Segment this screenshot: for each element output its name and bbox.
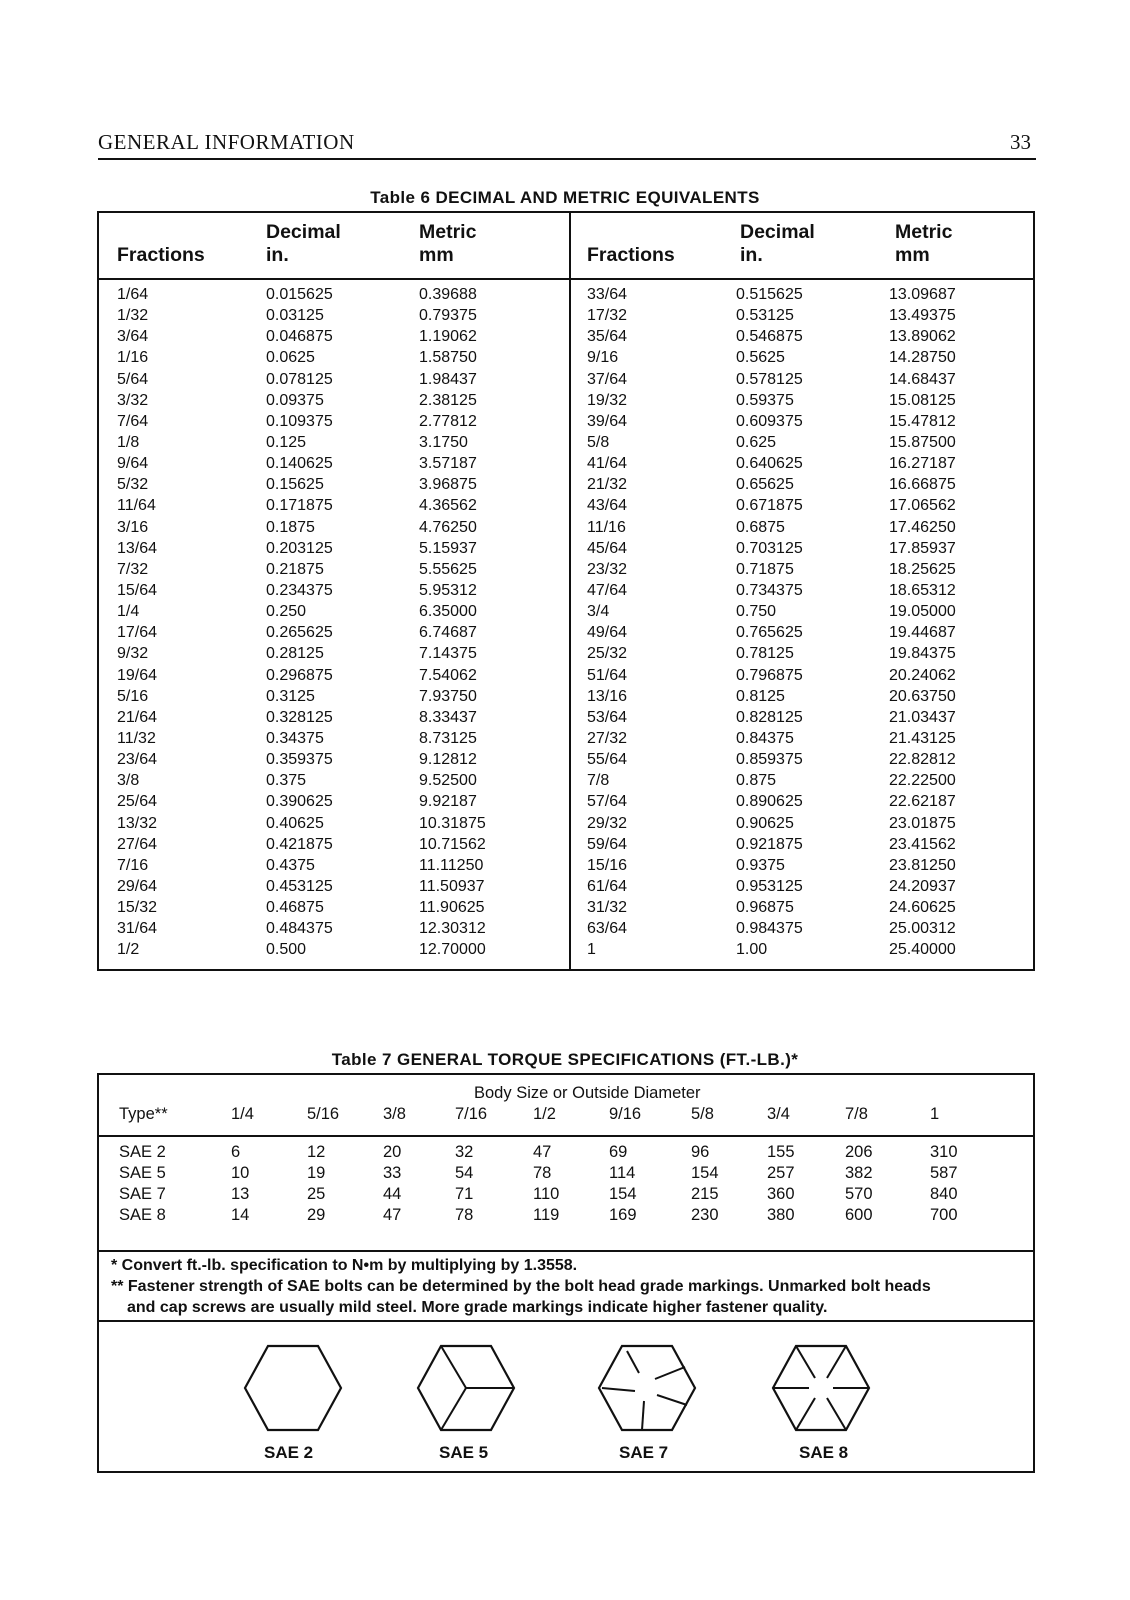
t6-cell-fraction: 59/64 bbox=[587, 835, 628, 853]
t7-torque-value: 78 bbox=[533, 1164, 552, 1182]
t6-cell-fraction: 53/64 bbox=[587, 708, 628, 726]
t6-cell-decimal: 1.00 bbox=[736, 941, 768, 959]
t6-cell-fraction: 1/64 bbox=[117, 286, 149, 303]
t6-cell-fraction: 9/64 bbox=[117, 455, 149, 473]
t7-torque-value: 206 bbox=[845, 1143, 873, 1161]
t6-cell-decimal: 0.109375 bbox=[266, 412, 333, 430]
t6-cell-metric: 9.52500 bbox=[419, 772, 477, 790]
t6-cell-fraction: 35/64 bbox=[587, 328, 628, 346]
t7-torque-value: 587 bbox=[930, 1164, 958, 1182]
t6-cell-fraction: 5/16 bbox=[117, 687, 149, 705]
t7-torque-value: 154 bbox=[609, 1185, 637, 1203]
t6-cell-fraction: 31/32 bbox=[587, 899, 628, 917]
t7-torque-value: 25 bbox=[307, 1185, 326, 1203]
t6-cell-metric: 3.1750 bbox=[419, 433, 468, 451]
grade-label-sae7: SAE 7 bbox=[619, 1443, 669, 1462]
t6-cell-fraction: 5/8 bbox=[587, 433, 610, 451]
t6-cell-decimal: 0.21875 bbox=[266, 560, 324, 578]
t6-cell-metric: 1.98437 bbox=[419, 370, 477, 388]
t6-cell-decimal: 0.53125 bbox=[736, 307, 794, 325]
t6-cell-decimal: 0.265625 bbox=[266, 624, 333, 642]
t6-cell-fraction: 33/64 bbox=[587, 286, 628, 303]
t7-torque-value: 14 bbox=[231, 1206, 250, 1224]
t6-cell-decimal: 0.96875 bbox=[736, 899, 794, 917]
t6-cell-fraction: 5/64 bbox=[117, 370, 149, 388]
t6-cell-decimal: 0.859375 bbox=[736, 751, 803, 769]
t7-size-header: 3/8 bbox=[383, 1105, 406, 1123]
t6-cell-decimal: 0.890625 bbox=[736, 793, 803, 811]
t6-cell-fraction: 25/32 bbox=[587, 645, 628, 663]
t6-cell-decimal: 0.765625 bbox=[736, 624, 803, 642]
t6-cell-decimal: 0.546875 bbox=[736, 328, 803, 346]
t6-cell-metric: 5.55625 bbox=[419, 560, 477, 578]
t7-torque-value: 47 bbox=[533, 1143, 552, 1161]
t6-cell-decimal: 0.359375 bbox=[266, 751, 333, 769]
t7-torque-value: 570 bbox=[845, 1185, 873, 1203]
t6-cell-fraction: 31/64 bbox=[117, 920, 158, 938]
t6-cell-fraction: 11/64 bbox=[117, 497, 156, 515]
t6-cell-metric: 21.03437 bbox=[889, 708, 956, 726]
t7-torque-value: 700 bbox=[930, 1206, 958, 1224]
t6-cell-fraction: 13/16 bbox=[587, 687, 628, 705]
t6-cell-decimal: 0.375 bbox=[266, 772, 307, 790]
t6-cell-decimal: 0.828125 bbox=[736, 708, 803, 726]
t7-row-type: SAE 7 bbox=[119, 1185, 166, 1203]
t6-cell-fraction: 15/32 bbox=[117, 899, 158, 917]
t6-cell-fraction: 13/64 bbox=[117, 539, 158, 557]
t6-cell-fraction: 11/16 bbox=[587, 518, 626, 536]
t6-cell-decimal: 0.078125 bbox=[266, 370, 333, 388]
table7-caption: Table 7 GENERAL TORQUE SPECIFICATIONS (FT.-LB.)* bbox=[331, 1050, 799, 1069]
table6-header-rule bbox=[99, 278, 1033, 280]
t6-cell-decimal: 0.671875 bbox=[736, 497, 803, 515]
t6-cell-decimal: 0.171875 bbox=[266, 497, 333, 515]
t6-cell-metric: 25.40000 bbox=[889, 941, 956, 959]
header-rule bbox=[98, 158, 1036, 160]
t7-torque-value: 382 bbox=[845, 1164, 873, 1182]
t7-size-header: 5/8 bbox=[691, 1105, 714, 1123]
t6-cell-fraction: 29/32 bbox=[587, 814, 628, 832]
t7-row-type: SAE 2 bbox=[119, 1143, 166, 1161]
t6-cell-metric: 21.43125 bbox=[889, 729, 956, 747]
t6-cell-metric: 11.50937 bbox=[419, 877, 485, 895]
t7-torque-value: 20 bbox=[383, 1143, 402, 1161]
t7-torque-value: 69 bbox=[609, 1143, 628, 1161]
t6-cell-fraction: 1/16 bbox=[117, 349, 149, 367]
t6-cell-metric: 10.71562 bbox=[419, 835, 486, 853]
t6-cell-metric: 0.39688 bbox=[419, 286, 477, 303]
t6-cell-decimal: 0.78125 bbox=[736, 645, 794, 663]
t6-cell-fraction: 3/64 bbox=[117, 328, 149, 346]
t6-cell-metric: 12.70000 bbox=[419, 941, 486, 959]
t6-cell-fraction: 57/64 bbox=[587, 793, 628, 811]
t6-cell-fraction: 1/4 bbox=[117, 603, 140, 621]
t6-cell-decimal: 0.703125 bbox=[736, 539, 803, 557]
t6-cell-decimal: 0.90625 bbox=[736, 814, 794, 832]
t6-cell-fraction: 37/64 bbox=[587, 370, 628, 388]
t6-cell-metric: 25.00312 bbox=[889, 920, 956, 938]
t6-cell-metric: 17.06562 bbox=[889, 497, 956, 515]
t6-cell-decimal: 0.0625 bbox=[266, 349, 315, 367]
t7-torque-value: 215 bbox=[691, 1185, 719, 1203]
t7-torque-value: 154 bbox=[691, 1164, 719, 1182]
t6-cell-metric: 4.36562 bbox=[419, 497, 477, 515]
t6-cell-fraction: 9/32 bbox=[117, 645, 149, 663]
t6-cell-decimal: 0.03125 bbox=[266, 307, 324, 325]
t7-row-type: SAE 5 bbox=[119, 1164, 166, 1182]
t7-size-header: 1/4 bbox=[231, 1105, 254, 1123]
t6-cell-decimal: 0.875 bbox=[736, 772, 777, 790]
t6-cell-decimal: 0.4375 bbox=[266, 856, 315, 874]
t6-cell-fraction: 15/16 bbox=[587, 856, 628, 874]
t7-torque-value: 380 bbox=[767, 1206, 795, 1224]
hexagon-plain-icon bbox=[243, 1343, 343, 1433]
t6-cell-decimal: 0.140625 bbox=[266, 455, 333, 473]
t6-cell-fraction: 1 bbox=[587, 941, 596, 959]
t6-cell-fraction: 27/64 bbox=[117, 835, 158, 853]
t6-cell-decimal: 0.125 bbox=[266, 433, 307, 451]
t6-cell-metric: 13.09687 bbox=[889, 286, 956, 303]
t6-cell-decimal: 0.3125 bbox=[266, 687, 315, 705]
running-head-section: GENERAL INFORMATION bbox=[98, 130, 355, 154]
t6-cell-decimal: 0.921875 bbox=[736, 835, 803, 853]
t7-torque-value: 12 bbox=[307, 1143, 326, 1161]
t6-cell-fraction: 63/64 bbox=[587, 920, 628, 938]
t6-header-fractions-right: Fractions bbox=[587, 244, 675, 266]
t6-cell-decimal: 0.640625 bbox=[736, 455, 803, 473]
t6-cell-metric: 24.60625 bbox=[889, 899, 956, 917]
t6-cell-metric: 2.38125 bbox=[419, 391, 477, 409]
t6-cell-metric: 22.62187 bbox=[889, 793, 956, 811]
t6-cell-decimal: 0.5625 bbox=[736, 349, 785, 367]
table6-caption: Table 6 DECIMAL AND METRIC EQUIVALENTS bbox=[370, 188, 760, 207]
t6-header-decimal-right: Decimal in. bbox=[740, 221, 815, 266]
t6-cell-metric: 20.24062 bbox=[889, 666, 956, 684]
t6-cell-metric: 11.90625 bbox=[419, 899, 485, 917]
t7-torque-value: 840 bbox=[930, 1185, 958, 1203]
t7-torque-value: 54 bbox=[455, 1164, 474, 1182]
t6-cell-decimal: 0.09375 bbox=[266, 391, 324, 409]
t6-cell-decimal: 0.015625 bbox=[266, 286, 333, 303]
t6-cell-metric: 1.58750 bbox=[419, 349, 477, 367]
t7-torque-value: 33 bbox=[383, 1164, 402, 1182]
t7-torque-value: 360 bbox=[767, 1185, 795, 1203]
t6-cell-decimal: 0.328125 bbox=[266, 708, 333, 726]
t6-cell-fraction: 49/64 bbox=[587, 624, 628, 642]
t6-cell-metric: 23.01875 bbox=[889, 814, 956, 832]
t6-cell-metric: 16.27187 bbox=[889, 455, 956, 473]
t6-cell-fraction: 3/8 bbox=[117, 772, 140, 790]
t6-cell-fraction: 23/32 bbox=[587, 560, 628, 578]
t6-cell-decimal: 0.625 bbox=[736, 433, 777, 451]
t6-cell-metric: 4.76250 bbox=[419, 518, 477, 536]
t6-cell-fraction: 1/8 bbox=[117, 433, 140, 451]
t6-cell-fraction: 7/32 bbox=[117, 560, 149, 578]
t6-cell-decimal: 0.046875 bbox=[266, 328, 333, 346]
t6-cell-decimal: 0.234375 bbox=[266, 581, 333, 599]
table6 bbox=[97, 211, 1035, 971]
t6-cell-metric: 5.15937 bbox=[419, 539, 477, 557]
t6-cell-fraction: 17/64 bbox=[117, 624, 158, 642]
t6-cell-metric: 2.77812 bbox=[419, 412, 477, 430]
t6-cell-decimal: 0.500 bbox=[266, 941, 307, 959]
t7-size-header: 1/2 bbox=[533, 1105, 556, 1123]
t6-cell-fraction: 15/64 bbox=[117, 581, 158, 599]
grade-marks bbox=[99, 1325, 1033, 1465]
t7-torque-value: 114 bbox=[609, 1164, 636, 1182]
t6-cell-decimal: 0.9375 bbox=[736, 856, 785, 874]
t6-cell-metric: 13.89062 bbox=[889, 328, 956, 346]
t6-cell-fraction: 19/32 bbox=[587, 391, 628, 409]
t6-cell-metric: 24.20937 bbox=[889, 877, 956, 895]
t6-cell-decimal: 0.28125 bbox=[266, 645, 324, 663]
t6-cell-decimal: 0.953125 bbox=[736, 877, 803, 895]
grade-label-sae8: SAE 8 bbox=[799, 1443, 849, 1462]
t6-cell-metric: 7.14375 bbox=[419, 645, 477, 663]
t6-cell-metric: 22.22500 bbox=[889, 772, 956, 790]
t6-cell-fraction: 23/64 bbox=[117, 751, 158, 769]
t7-torque-value: 47 bbox=[383, 1206, 402, 1224]
t6-header-decimal-left: Decimal in. bbox=[266, 221, 341, 266]
t6-cell-fraction: 45/64 bbox=[587, 539, 628, 557]
t6-cell-fraction: 25/64 bbox=[117, 793, 158, 811]
t6-cell-metric: 16.66875 bbox=[889, 476, 956, 494]
t6-cell-metric: 23.41562 bbox=[889, 835, 956, 853]
hexagon-6-marks-icon bbox=[771, 1343, 871, 1433]
t6-cell-decimal: 0.59375 bbox=[736, 391, 794, 409]
t7-torque-value: 10 bbox=[231, 1164, 250, 1182]
t6-header-metric-left: Metric mm bbox=[419, 221, 477, 266]
t7-torque-value: 6 bbox=[231, 1143, 241, 1161]
t7-torque-value: 13 bbox=[231, 1185, 250, 1203]
t7-torque-value: 44 bbox=[383, 1185, 402, 1203]
t7-torque-value: 600 bbox=[845, 1206, 873, 1224]
t6-cell-fraction: 55/64 bbox=[587, 751, 628, 769]
t6-cell-decimal: 0.515625 bbox=[736, 286, 803, 303]
t6-cell-metric: 0.79375 bbox=[419, 307, 477, 325]
t7-header-type: Type** bbox=[119, 1105, 168, 1123]
t6-cell-metric: 22.82812 bbox=[889, 751, 956, 769]
t6-cell-metric: 18.65312 bbox=[889, 581, 956, 599]
t6-cell-decimal: 0.421875 bbox=[266, 835, 333, 853]
t6-cell-metric: 19.05000 bbox=[889, 603, 956, 621]
t6-cell-fraction: 29/64 bbox=[117, 877, 158, 895]
t6-cell-metric: 3.57187 bbox=[419, 455, 477, 473]
t6-cell-decimal: 0.8125 bbox=[736, 687, 785, 705]
t6-cell-fraction: 19/64 bbox=[117, 666, 158, 684]
t6-cell-metric: 5.95312 bbox=[419, 581, 477, 599]
t6-cell-fraction: 21/64 bbox=[117, 708, 158, 726]
t6-cell-decimal: 0.1875 bbox=[266, 518, 315, 536]
t6-cell-fraction: 1/32 bbox=[117, 307, 149, 325]
t6-cell-metric: 17.46250 bbox=[889, 518, 956, 536]
t7-torque-value: 96 bbox=[691, 1143, 710, 1161]
grade-label-sae5: SAE 5 bbox=[439, 1443, 489, 1462]
t6-cell-metric: 7.54062 bbox=[419, 666, 477, 684]
t6-cell-fraction: 39/64 bbox=[587, 412, 628, 430]
t6-cell-decimal: 0.15625 bbox=[266, 476, 324, 494]
t7-torque-value: 29 bbox=[307, 1206, 326, 1224]
t6-cell-metric: 19.44687 bbox=[889, 624, 956, 642]
t7-size-header: 5/16 bbox=[307, 1105, 340, 1123]
t6-cell-decimal: 0.34375 bbox=[266, 729, 324, 747]
t6-cell-fraction: 27/32 bbox=[587, 729, 628, 747]
t6-cell-decimal: 0.296875 bbox=[266, 666, 333, 684]
t7-torque-value: 119 bbox=[533, 1206, 560, 1224]
t7-torque-value: 71 bbox=[455, 1185, 474, 1203]
t6-cell-decimal: 0.84375 bbox=[736, 729, 794, 747]
t7-torque-value: 155 bbox=[767, 1143, 795, 1161]
t7-torque-value: 110 bbox=[533, 1185, 560, 1203]
t6-cell-metric: 1.19062 bbox=[419, 328, 477, 346]
t6-cell-metric: 7.93750 bbox=[419, 687, 477, 705]
t6-cell-decimal: 0.250 bbox=[266, 603, 307, 621]
t6-cell-metric: 19.84375 bbox=[889, 645, 956, 663]
t7-size-header: 3/4 bbox=[767, 1105, 790, 1123]
table7-notes-rule bbox=[99, 1250, 1033, 1252]
t7-torque-value: 32 bbox=[455, 1143, 474, 1161]
t6-cell-metric: 15.47812 bbox=[889, 412, 956, 430]
t7-note-1: * Convert ft.-lb. specification to N•m by multiplying by 1.3558. bbox=[111, 1257, 578, 1274]
t6-cell-fraction: 9/16 bbox=[587, 349, 619, 367]
t6-cell-decimal: 0.984375 bbox=[736, 920, 803, 938]
table6-column-divider bbox=[569, 213, 571, 969]
t6-cell-metric: 6.35000 bbox=[419, 603, 477, 621]
t7-note-2-line2: and cap screws are usually mild steel. More grade markings indicate higher fastener quality. bbox=[127, 1299, 828, 1316]
t6-cell-metric: 9.92187 bbox=[419, 793, 477, 811]
t7-torque-value: 310 bbox=[930, 1143, 958, 1161]
t7-note-2-line1: ** Fastener strength of SAE bolts can be determined by the bolt head grade markings. Unmarked bolt heads bbox=[111, 1278, 931, 1295]
t6-cell-decimal: 0.750 bbox=[736, 603, 777, 621]
t6-cell-decimal: 0.390625 bbox=[266, 793, 333, 811]
t6-cell-metric: 10.31875 bbox=[419, 814, 486, 832]
t6-header-metric-right: Metric mm bbox=[895, 221, 953, 266]
t6-cell-decimal: 0.734375 bbox=[736, 581, 803, 599]
t7-row-type: SAE 8 bbox=[119, 1206, 166, 1224]
t6-cell-decimal: 0.6875 bbox=[736, 518, 785, 536]
t6-cell-metric: 14.68437 bbox=[889, 370, 956, 388]
t6-cell-decimal: 0.203125 bbox=[266, 539, 333, 557]
t6-cell-fraction: 3/4 bbox=[587, 603, 610, 621]
t7-size-header: 7/8 bbox=[845, 1105, 868, 1123]
t6-cell-fraction: 61/64 bbox=[587, 877, 628, 895]
t6-cell-metric: 3.96875 bbox=[419, 476, 477, 494]
t7-torque-value: 257 bbox=[767, 1164, 795, 1182]
t6-cell-metric: 15.87500 bbox=[889, 433, 956, 451]
t6-cell-decimal: 0.796875 bbox=[736, 666, 803, 684]
t6-cell-fraction: 17/32 bbox=[587, 307, 628, 325]
table7-marks-rule bbox=[99, 1320, 1033, 1322]
t6-cell-fraction: 11/32 bbox=[117, 729, 156, 747]
t6-cell-metric: 9.12812 bbox=[419, 751, 477, 769]
t6-cell-fraction: 21/32 bbox=[587, 476, 628, 494]
t6-cell-metric: 12.30312 bbox=[419, 920, 486, 938]
t6-cell-fraction: 43/64 bbox=[587, 497, 628, 515]
t6-header-fractions-left: Fractions bbox=[117, 244, 205, 266]
t6-cell-fraction: 3/32 bbox=[117, 391, 149, 409]
t6-cell-decimal: 0.40625 bbox=[266, 814, 324, 832]
t6-cell-decimal: 0.71875 bbox=[736, 560, 794, 578]
t6-cell-fraction: 47/64 bbox=[587, 581, 628, 599]
t7-size-header: 1 bbox=[930, 1105, 940, 1123]
t6-cell-metric: 13.49375 bbox=[889, 307, 956, 325]
t6-cell-metric: 18.25625 bbox=[889, 560, 956, 578]
t6-cell-metric: 14.28750 bbox=[889, 349, 956, 367]
t6-cell-fraction: 5/32 bbox=[117, 476, 149, 494]
page-number: 33 bbox=[1010, 130, 1031, 154]
t6-cell-decimal: 0.609375 bbox=[736, 412, 803, 430]
grade-label-sae2: SAE 2 bbox=[264, 1443, 314, 1462]
t7-torque-value: 230 bbox=[691, 1206, 719, 1224]
t6-cell-metric: 23.81250 bbox=[889, 856, 956, 874]
table7-header-rule bbox=[99, 1135, 1033, 1137]
t6-cell-decimal: 0.578125 bbox=[736, 370, 803, 388]
t6-cell-metric: 6.74687 bbox=[419, 624, 477, 642]
t7-size-header: 7/16 bbox=[455, 1105, 488, 1123]
t7-spanning-header: Body Size or Outside Diameter bbox=[474, 1084, 701, 1102]
t7-size-header: 9/16 bbox=[609, 1105, 642, 1123]
t6-cell-fraction: 3/16 bbox=[117, 518, 149, 536]
hexagon-5-marks-icon bbox=[597, 1343, 697, 1433]
t6-cell-fraction: 7/16 bbox=[117, 856, 149, 874]
t6-cell-decimal: 0.453125 bbox=[266, 877, 333, 895]
t6-cell-fraction: 7/8 bbox=[587, 772, 610, 790]
t7-torque-value: 169 bbox=[609, 1206, 637, 1224]
t7-torque-value: 19 bbox=[307, 1164, 326, 1182]
t6-cell-metric: 8.73125 bbox=[419, 729, 477, 747]
t6-cell-fraction: 41/64 bbox=[587, 455, 628, 473]
t6-cell-fraction: 13/32 bbox=[117, 814, 158, 832]
t7-torque-value: 78 bbox=[455, 1206, 474, 1224]
t6-cell-fraction: 1/2 bbox=[117, 941, 140, 959]
t6-cell-metric: 20.63750 bbox=[889, 687, 956, 705]
table7 bbox=[97, 1073, 1035, 1473]
t6-cell-decimal: 0.65625 bbox=[736, 476, 794, 494]
t6-cell-metric: 8.33437 bbox=[419, 708, 477, 726]
t6-cell-metric: 15.08125 bbox=[889, 391, 956, 409]
t6-cell-metric: 17.85937 bbox=[889, 539, 956, 557]
t6-cell-fraction: 7/64 bbox=[117, 412, 149, 430]
hexagon-3-marks-icon bbox=[416, 1343, 516, 1433]
t6-cell-fraction: 51/64 bbox=[587, 666, 628, 684]
t6-cell-decimal: 0.484375 bbox=[266, 920, 333, 938]
t6-cell-decimal: 0.46875 bbox=[266, 899, 324, 917]
t6-cell-metric: 11.11250 bbox=[419, 856, 484, 874]
